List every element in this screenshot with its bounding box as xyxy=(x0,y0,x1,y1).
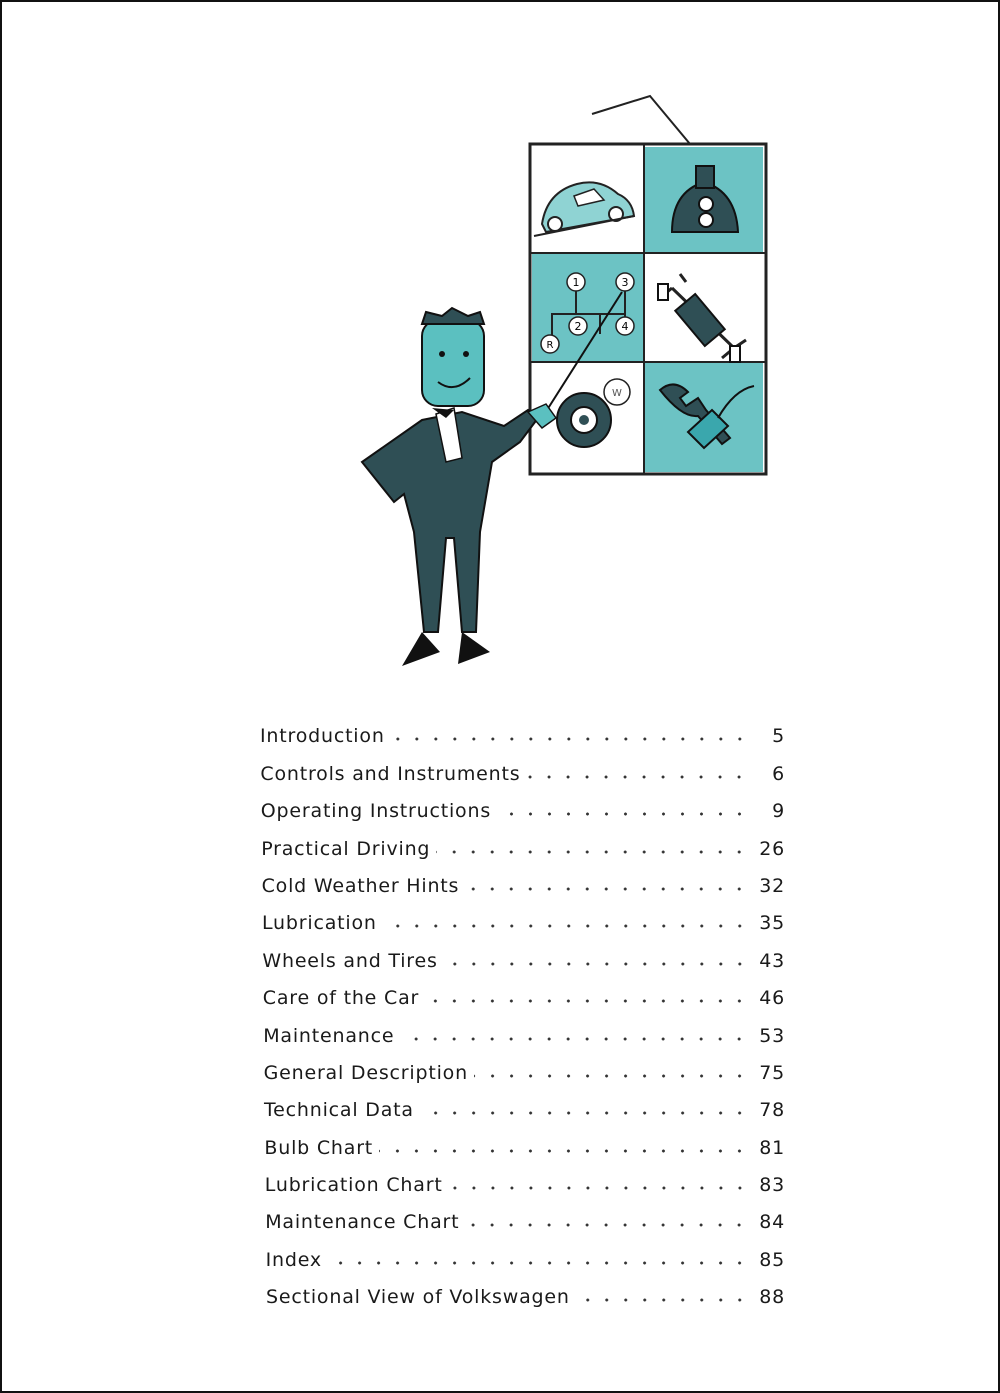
toc-leader-dots xyxy=(474,1074,749,1078)
toc-entry-page-number: 26 xyxy=(759,837,785,860)
toc-entry-page-number: 84 xyxy=(759,1211,785,1234)
presenter-figure xyxy=(362,308,556,666)
toc-entry xyxy=(260,747,785,784)
toc-entry-title: Care of the Car xyxy=(262,987,420,1010)
toc-entry xyxy=(261,785,785,822)
toc-leader-dots xyxy=(328,1261,749,1265)
toc-leader-dots xyxy=(420,1111,749,1115)
toc-entry-title: Cold Weather Hints xyxy=(261,874,460,897)
toc-entry-page-number: 85 xyxy=(759,1248,785,1271)
gear-badge-1: 1 xyxy=(572,276,580,289)
toc-entry-page-number: 32 xyxy=(759,874,785,897)
toc-entry xyxy=(266,1271,785,1308)
toc-entry xyxy=(264,1084,785,1121)
toc-entry-page-number: 81 xyxy=(759,1136,785,1159)
toc-leader-dots xyxy=(425,999,749,1003)
toc-entry-title: Lubrication Chart xyxy=(264,1174,443,1197)
toc-entry-page-number: 43 xyxy=(759,949,785,972)
table-of-contents xyxy=(260,710,785,1308)
gear-badge-2: 2 xyxy=(574,320,582,333)
toc-entry xyxy=(261,822,785,859)
toc-entry-title: Sectional View of Volkswagen xyxy=(266,1286,570,1309)
toc-entry xyxy=(265,1159,785,1196)
toc-leader-dots xyxy=(576,1298,749,1302)
toc-entry-title: Controls and Instruments xyxy=(260,762,521,785)
toc-entry xyxy=(263,972,785,1009)
toc-leader-dots xyxy=(526,775,749,779)
toc-entry-page-number: 9 xyxy=(772,800,785,823)
toc-entry xyxy=(265,1196,785,1233)
toc-entry-title: Maintenance xyxy=(263,1024,395,1047)
gear-badge-3: 3 xyxy=(621,276,629,289)
toc-entry-page-number: 6 xyxy=(772,762,785,785)
toc-leader-dots xyxy=(444,962,749,966)
toc-leader-dots xyxy=(465,1223,749,1227)
toc-entry-title: Practical Driving xyxy=(261,837,431,860)
toc-entry xyxy=(263,1009,785,1046)
gear-badge-4: 4 xyxy=(621,320,629,333)
toc-entry-page-number: 88 xyxy=(759,1286,785,1309)
toc-entry-title: Maintenance Chart xyxy=(265,1211,460,1234)
toc-entry-title: Wheels and Tires xyxy=(262,949,438,972)
toc-entry xyxy=(266,1233,785,1270)
toc-entry xyxy=(262,860,785,897)
toc-entry-page-number: 53 xyxy=(759,1024,785,1047)
toc-entry xyxy=(264,1047,785,1084)
toc-leader-dots xyxy=(436,850,749,854)
toc-entry xyxy=(262,934,785,971)
toc-leader-dots xyxy=(465,887,749,891)
toc-leader-dots xyxy=(383,924,749,928)
toc-entry-title: Bulb Chart xyxy=(264,1136,374,1159)
toc-entry-page-number: 83 xyxy=(759,1174,785,1197)
toc-entry-title: Operating Instructions xyxy=(260,800,492,823)
presenter-illustration xyxy=(342,92,792,672)
toc-leader-dots xyxy=(379,1149,749,1153)
toc-entry-title: General Description xyxy=(263,1061,468,1084)
toc-leader-dots xyxy=(391,737,749,741)
toc-entry-page-number: 5 xyxy=(772,725,785,748)
toc-entry-page-number: 75 xyxy=(759,1061,785,1084)
toc-entry-page-number: 46 xyxy=(759,987,785,1010)
toc-leader-dots xyxy=(400,1037,749,1041)
toc-entry-page-number: 35 xyxy=(759,912,785,935)
gear-badge-r: R xyxy=(546,340,554,351)
toc-entry-title: Index xyxy=(265,1248,322,1271)
toc-entry-page-number: 78 xyxy=(759,1099,785,1122)
toc-entry xyxy=(260,710,785,747)
toc-entry-title: Introduction xyxy=(260,725,385,748)
toc-entry xyxy=(264,1121,785,1158)
toc-entry-title: Technical Data xyxy=(264,1099,414,1122)
toc-leader-dots xyxy=(449,1186,749,1190)
toc-entry-title: Lubrication xyxy=(262,912,377,935)
svg-text:W: W xyxy=(612,388,622,399)
toc-leader-dots xyxy=(497,812,749,816)
toc-entry xyxy=(262,897,785,934)
